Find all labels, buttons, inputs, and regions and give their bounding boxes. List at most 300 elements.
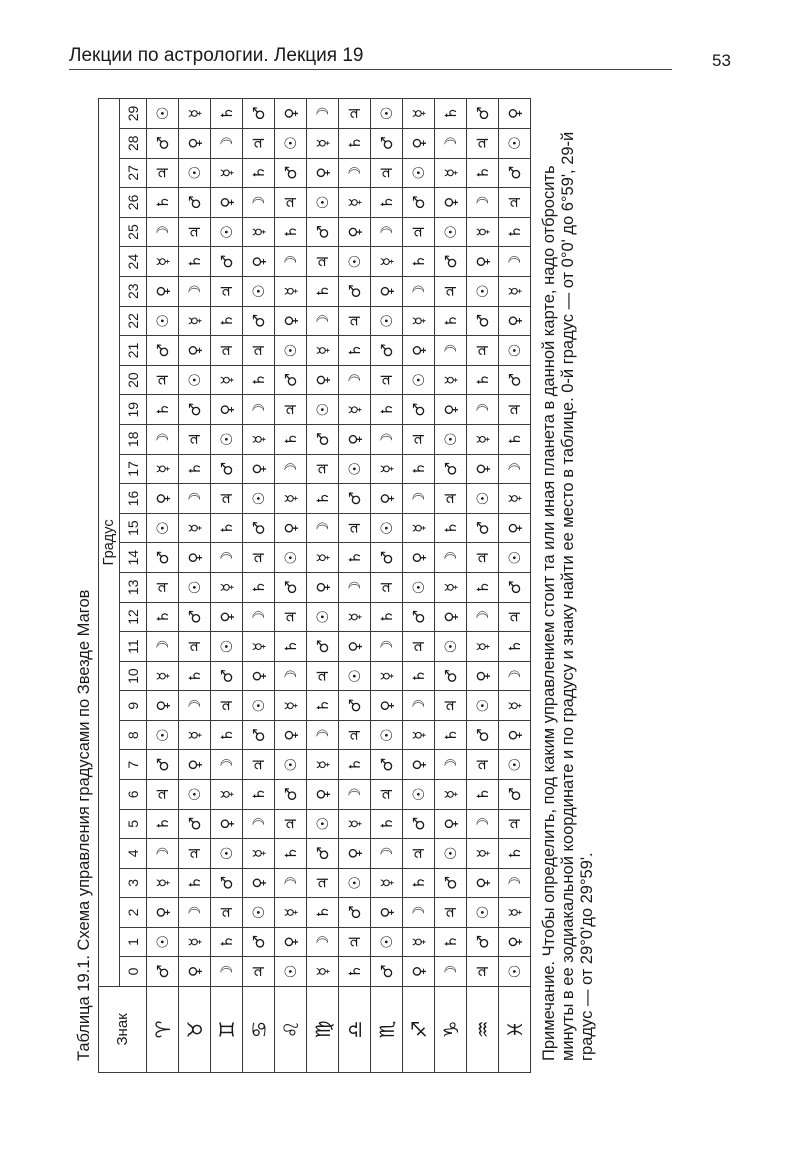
planet-cell: ☉: [403, 158, 435, 188]
planet-cell: ☽: [275, 454, 307, 484]
zodiac-sign-cell: ♋: [243, 986, 275, 1072]
planet-cell: ☿: [435, 365, 467, 395]
planet-cell: ☉: [467, 276, 499, 306]
planet-cell: ♀: [211, 188, 243, 218]
page-number: 53: [712, 51, 731, 70]
degree-header-cell: 11: [120, 632, 147, 662]
degree-header-cell: 23: [120, 276, 147, 306]
planet-cell: ♃: [179, 217, 211, 247]
planet-cell: ♄: [435, 927, 467, 957]
planet-cell: ☽: [307, 513, 339, 543]
planet-cell: ☉: [211, 632, 243, 662]
planet-cell: ♄: [307, 276, 339, 306]
degree-header-cell: 9: [120, 691, 147, 721]
planet-cell: ♀: [179, 128, 211, 158]
planet-cell: ♄: [179, 454, 211, 484]
planet-cell: ♄: [211, 927, 243, 957]
planet-cell: ♃: [307, 247, 339, 277]
planet-cell: ♃: [275, 188, 307, 218]
planet-cell: ☿: [211, 573, 243, 603]
table-row: [499, 99, 531, 1073]
planet-cell: ♃: [467, 957, 499, 987]
planet-cell: ☉: [275, 336, 307, 366]
note-line: Примечание. Чтобы определить, под каким управлением стоит та или иная планета в данной карте, надо отбросить: [540, 165, 558, 1061]
planet-cell: ☉: [371, 513, 403, 543]
zodiac-sign-cell: ♈: [147, 986, 179, 1072]
planet-cell: ☽: [275, 247, 307, 277]
planet-cell: ☽: [147, 632, 179, 662]
planet-cell: ☉: [179, 365, 211, 395]
planet-cell: ☉: [403, 780, 435, 810]
planet-cell: ♀: [211, 602, 243, 632]
degree-header-cell: 29: [120, 99, 147, 129]
planet-cell: ☿: [243, 217, 275, 247]
planet-cell: ♄: [243, 158, 275, 188]
planet-cell: ♃: [243, 336, 275, 366]
planet-cell: ☉: [499, 957, 531, 987]
table-row: [435, 99, 467, 1073]
planet-cell: ♂: [275, 573, 307, 603]
planet-cell: ☿: [339, 395, 371, 425]
planet-cell: ☉: [499, 543, 531, 573]
planet-cell: ♃: [435, 898, 467, 928]
planet-cell: ♄: [339, 543, 371, 573]
planet-cell: ☿: [211, 365, 243, 395]
planet-cell: ♀: [275, 99, 307, 129]
planet-cell: ☿: [307, 543, 339, 573]
planet-cell: ♄: [371, 395, 403, 425]
planet-cell: ♂: [403, 602, 435, 632]
planet-cell: ♀: [435, 602, 467, 632]
planet-cell: ☉: [435, 217, 467, 247]
planet-cell: ♂: [275, 780, 307, 810]
planet-cell: ☉: [275, 543, 307, 573]
planet-cell: ☽: [371, 839, 403, 869]
planet-cell: ♀: [339, 425, 371, 455]
planet-cell: ♀: [371, 898, 403, 928]
table-row: [147, 99, 179, 1073]
zodiac-sign-cell: ♉: [179, 986, 211, 1072]
planet-cell: ♄: [339, 750, 371, 780]
planet-cell: ☽: [147, 425, 179, 455]
table-row: [179, 99, 211, 1073]
planet-cell: ♂: [243, 720, 275, 750]
planet-cell: ☿: [467, 425, 499, 455]
planet-cell: ♀: [275, 720, 307, 750]
planet-cell: ♀: [339, 632, 371, 662]
planet-cell: ♄: [243, 365, 275, 395]
table-row: [275, 99, 307, 1073]
planet-cell: ♄: [499, 425, 531, 455]
planet-cell: ☉: [243, 898, 275, 928]
degree-header-cell: 15: [120, 513, 147, 543]
planet-cell: ♀: [179, 957, 211, 987]
planet-cell: ☿: [307, 750, 339, 780]
planet-cell: ☿: [499, 691, 531, 721]
planet-cell: ☿: [403, 99, 435, 129]
planet-cell: ♂: [499, 780, 531, 810]
degree-header-cell: 10: [120, 661, 147, 691]
zodiac-sign-cell: ♌: [275, 986, 307, 1072]
planet-cell: ☽: [499, 661, 531, 691]
table-row: [243, 99, 275, 1073]
degree-header-row: [120, 99, 147, 1073]
planet-cell: ♃: [307, 454, 339, 484]
planet-cell: ☿: [403, 306, 435, 336]
planet-cell: ☿: [435, 780, 467, 810]
planet-cell: ☽: [435, 336, 467, 366]
planet-cell: ♀: [307, 158, 339, 188]
planet-cell: ♂: [371, 336, 403, 366]
planet-cell: ☿: [211, 780, 243, 810]
table-row: [403, 99, 435, 1073]
planet-cell: ☽: [435, 128, 467, 158]
planet-cell: ♂: [243, 513, 275, 543]
planet-cell: ☿: [339, 602, 371, 632]
planet-cell: ♀: [403, 128, 435, 158]
planet-cell: ☿: [179, 927, 211, 957]
planet-cell: ☽: [467, 395, 499, 425]
planet-cell: ♀: [243, 454, 275, 484]
planet-cell: ♃: [179, 425, 211, 455]
zodiac-sign-cell: ♊: [211, 986, 243, 1072]
planet-cell: ♂: [179, 395, 211, 425]
planet-cell: ♂: [467, 927, 499, 957]
planet-cell: ♃: [307, 868, 339, 898]
table-row: [371, 99, 403, 1073]
planet-cell: ♀: [371, 484, 403, 514]
planet-cell: ☽: [179, 484, 211, 514]
planet-cell: ☉: [243, 691, 275, 721]
table-caption: Таблица 19.1. Схема управления градусами по Звезде Магов: [75, 589, 93, 1061]
planet-cell: ☉: [339, 454, 371, 484]
planet-cell: ♄: [339, 336, 371, 366]
planet-cell: ♃: [211, 898, 243, 928]
planet-cell: ♂: [211, 868, 243, 898]
degree-header-cell: 19: [120, 395, 147, 425]
planet-cell: ♃: [403, 217, 435, 247]
planet-cell: ♃: [211, 691, 243, 721]
planet-cell: ♀: [147, 484, 179, 514]
planet-cell: ☽: [211, 128, 243, 158]
planet-cell: ♄: [467, 573, 499, 603]
planet-cell: ☽: [499, 247, 531, 277]
planet-cell: ♃: [435, 484, 467, 514]
planet-cell: ♄: [211, 306, 243, 336]
degree-header-cell: 24: [120, 247, 147, 277]
planet-cell: ☉: [275, 750, 307, 780]
planet-cell: ☽: [371, 632, 403, 662]
planet-cell: ♃: [339, 927, 371, 957]
planet-cell: ♂: [467, 99, 499, 129]
planet-cell: ♂: [275, 158, 307, 188]
degree-header-cell: 0: [120, 957, 147, 987]
planet-cell: ♃: [499, 602, 531, 632]
planet-cell: ♄: [243, 573, 275, 603]
planet-cell: ♄: [435, 720, 467, 750]
planet-cell: ♀: [371, 691, 403, 721]
running-title: Лекции по астрологии. Лекция 19: [69, 45, 672, 70]
planet-cell: ♂: [147, 957, 179, 987]
planet-cell: ♀: [179, 336, 211, 366]
planet-cell: ♄: [179, 661, 211, 691]
planet-cell: ☉: [307, 602, 339, 632]
degree-header-cell: 6: [120, 780, 147, 810]
planet-cell: ☿: [403, 927, 435, 957]
planet-cell: ☽: [435, 957, 467, 987]
planet-cell: ♃: [435, 276, 467, 306]
planet-cell: ♄: [275, 217, 307, 247]
planet-cell: ♀: [403, 957, 435, 987]
planet-cell: ☿: [179, 513, 211, 543]
planet-cell: ☽: [307, 306, 339, 336]
planet-cell: ☉: [307, 188, 339, 218]
planet-cell: ☽: [371, 217, 403, 247]
planet-cell: ♀: [499, 927, 531, 957]
note-line: градус — от 29°0'до 29°59'.: [578, 852, 596, 1061]
planet-cell: ☽: [211, 957, 243, 987]
planet-cell: ♀: [499, 99, 531, 129]
degree-header-cell: 27: [120, 158, 147, 188]
planet-cell: ♂: [467, 720, 499, 750]
planet-cell: ♀: [339, 217, 371, 247]
planet-cell: ☽: [307, 99, 339, 129]
planet-cell: ☽: [243, 809, 275, 839]
planet-cell: ♄: [371, 809, 403, 839]
planet-cell: ☽: [243, 602, 275, 632]
planet-cell: ☽: [467, 188, 499, 218]
planet-cell: ☉: [147, 720, 179, 750]
planet-cell: ♄: [211, 720, 243, 750]
table-row: [307, 99, 339, 1073]
planet-cell: ☿: [499, 276, 531, 306]
planet-cell: ♀: [211, 395, 243, 425]
planet-cell: ☉: [275, 957, 307, 987]
planet-cell: ♄: [307, 691, 339, 721]
degree-header-cell: 13: [120, 573, 147, 603]
table-row: [467, 99, 499, 1073]
planet-cell: ☽: [243, 395, 275, 425]
planet-cell: ☉: [371, 720, 403, 750]
planet-cell: ☽: [403, 691, 435, 721]
planet-cell: ☉: [275, 128, 307, 158]
planet-cell: ☿: [275, 691, 307, 721]
planet-cell: ♀: [307, 780, 339, 810]
planet-cell: ♄: [403, 661, 435, 691]
planet-cell: ♀: [403, 336, 435, 366]
planet-cell: ♃: [211, 484, 243, 514]
planet-cell: ☽: [403, 898, 435, 928]
planet-cell: ♃: [147, 573, 179, 603]
degree-header-cell: 12: [120, 602, 147, 632]
planet-cell: ☉: [371, 306, 403, 336]
planet-cell: ☿: [179, 720, 211, 750]
planet-cell: ♂: [403, 395, 435, 425]
planet-cell: ♃: [147, 780, 179, 810]
planet-cell: ♂: [467, 513, 499, 543]
planet-cell: ☉: [339, 247, 371, 277]
planet-cell: ☿: [467, 839, 499, 869]
planet-cell: ☉: [179, 158, 211, 188]
planet-cell: ♃: [499, 188, 531, 218]
planet-cell: ☿: [307, 957, 339, 987]
planet-cell: ♄: [435, 306, 467, 336]
planet-cell: ♂: [467, 306, 499, 336]
planet-cell: ♂: [499, 158, 531, 188]
planet-cell: ☉: [339, 868, 371, 898]
planet-cell: ☽: [179, 691, 211, 721]
planet-cell: ☉: [339, 661, 371, 691]
planet-cell: ♃: [371, 780, 403, 810]
planet-cell: ☿: [371, 868, 403, 898]
planet-cell: ☿: [275, 276, 307, 306]
degree-header-cell: 8: [120, 720, 147, 750]
planet-cell: ☿: [147, 868, 179, 898]
planet-cell: ♀: [467, 454, 499, 484]
planet-cell: ☉: [147, 306, 179, 336]
planet-cell: ♂: [371, 128, 403, 158]
planet-cell: ♃: [339, 99, 371, 129]
planet-cell: ♄: [435, 99, 467, 129]
planet-cell: ☽: [147, 839, 179, 869]
planet-cell: ☉: [403, 365, 435, 395]
planet-cell: ♃: [435, 691, 467, 721]
planet-cell: ♃: [179, 839, 211, 869]
planet-cell: ♂: [435, 661, 467, 691]
planet-cell: ♄: [467, 780, 499, 810]
planet-cell: ♂: [339, 484, 371, 514]
planet-cell: ♄: [147, 602, 179, 632]
planet-cell: ♂: [147, 543, 179, 573]
planet-cell: ♂: [211, 247, 243, 277]
degree-header-cell: 1: [120, 927, 147, 957]
planet-cell: ♀: [147, 898, 179, 928]
note-line: минуты в ее зодиакальной координате и по градусу и знаку найти ее место в таблице. 0-й градус — от 0°0' до 6°59', 29-й: [559, 131, 577, 1061]
planet-cell: ☽: [499, 868, 531, 898]
planet-cell: ☽: [339, 365, 371, 395]
planet-cell: ♂: [403, 809, 435, 839]
planet-cell: ♂: [371, 543, 403, 573]
planet-cell: ♂: [275, 365, 307, 395]
planet-cell: ☉: [435, 632, 467, 662]
planet-cell: ♀: [147, 276, 179, 306]
planet-cell: ♀: [243, 661, 275, 691]
planet-cell: ♂: [435, 247, 467, 277]
planet-cell: ☉: [467, 691, 499, 721]
planet-cell: ☽: [467, 809, 499, 839]
planet-cell: ☿: [339, 809, 371, 839]
planet-cell: ☉: [179, 573, 211, 603]
degree-header-cell: 20: [120, 365, 147, 395]
planet-cell: ♀: [179, 750, 211, 780]
planet-cell: ☿: [243, 425, 275, 455]
planet-cell: ♄: [339, 128, 371, 158]
planet-cell: ☿: [435, 158, 467, 188]
degree-group-header: Градус: [99, 99, 120, 987]
planet-cell: ♀: [435, 809, 467, 839]
planet-cell: ♄: [179, 868, 211, 898]
degree-header-cell: 22: [120, 306, 147, 336]
planet-cell: ☽: [243, 188, 275, 218]
zodiac-sign-cell: ♐: [403, 986, 435, 1072]
planet-cell: ♀: [243, 247, 275, 277]
planet-cell: ♂: [339, 898, 371, 928]
planet-cell: ☉: [467, 484, 499, 514]
degree-header-cell: 4: [120, 839, 147, 869]
planet-cell: ☿: [275, 898, 307, 928]
planet-cell: ☿: [147, 247, 179, 277]
planet-cell: ☿: [243, 839, 275, 869]
zodiac-sign-cell: ♍: [307, 986, 339, 1072]
planet-cell: ♂: [179, 602, 211, 632]
planet-cell: ♃: [467, 336, 499, 366]
planet-cell: ☉: [211, 217, 243, 247]
planet-cell: ♀: [307, 365, 339, 395]
planet-cell: ♃: [403, 425, 435, 455]
planet-cell: ♃: [339, 306, 371, 336]
planet-cell: ♃: [499, 809, 531, 839]
planet-cell: ☿: [499, 484, 531, 514]
planet-cell: ♂: [435, 868, 467, 898]
planet-cell: ☿: [499, 898, 531, 928]
planet-cell: ♄: [403, 247, 435, 277]
planet-cell: ☽: [371, 425, 403, 455]
degree-header-cell: 16: [120, 484, 147, 514]
planet-cell: ☽: [435, 750, 467, 780]
planet-cell: ☽: [435, 543, 467, 573]
rotated-table-block: [70, 98, 662, 1073]
planet-cell: ♀: [339, 839, 371, 869]
planet-cell: ☿: [403, 720, 435, 750]
planet-cell: ♄: [499, 217, 531, 247]
planet-cell: ♀: [179, 543, 211, 573]
planet-cell: ♃: [339, 513, 371, 543]
planet-cell: ☉: [211, 839, 243, 869]
planet-cell: ♀: [371, 276, 403, 306]
degree-rulership-table: [98, 98, 531, 1073]
table-row: [211, 99, 243, 1073]
degree-header-cell: 26: [120, 188, 147, 218]
planet-cell: ♂: [147, 336, 179, 366]
degree-header-cell: 18: [120, 425, 147, 455]
planet-cell: ♄: [467, 365, 499, 395]
zodiac-sign-cell: ♏: [371, 986, 403, 1072]
planet-cell: ♀: [275, 513, 307, 543]
planet-cell: ☽: [499, 454, 531, 484]
zodiac-sign-cell: ♒: [467, 986, 499, 1072]
planet-cell: ♂: [243, 99, 275, 129]
degree-header-cell: 7: [120, 750, 147, 780]
planet-cell: ☉: [307, 809, 339, 839]
planet-cell: ♂: [307, 425, 339, 455]
planet-cell: ☽: [307, 927, 339, 957]
planet-cell: ♄: [499, 632, 531, 662]
planet-cell: ♃: [371, 573, 403, 603]
planet-cell: ☽: [467, 602, 499, 632]
planet-cell: ♂: [307, 839, 339, 869]
planet-cell: ☿: [243, 632, 275, 662]
planet-cell: ♄: [371, 188, 403, 218]
degree-header-cell: 21: [120, 336, 147, 366]
planet-cell: ☽: [147, 217, 179, 247]
planet-cell: ☿: [435, 573, 467, 603]
degree-header-cell: 25: [120, 217, 147, 247]
planet-cell: ♂: [371, 957, 403, 987]
planet-cell: ☉: [435, 425, 467, 455]
planet-cell: ♂: [307, 632, 339, 662]
planet-cell: ♃: [371, 158, 403, 188]
planet-cell: ☽: [179, 276, 211, 306]
